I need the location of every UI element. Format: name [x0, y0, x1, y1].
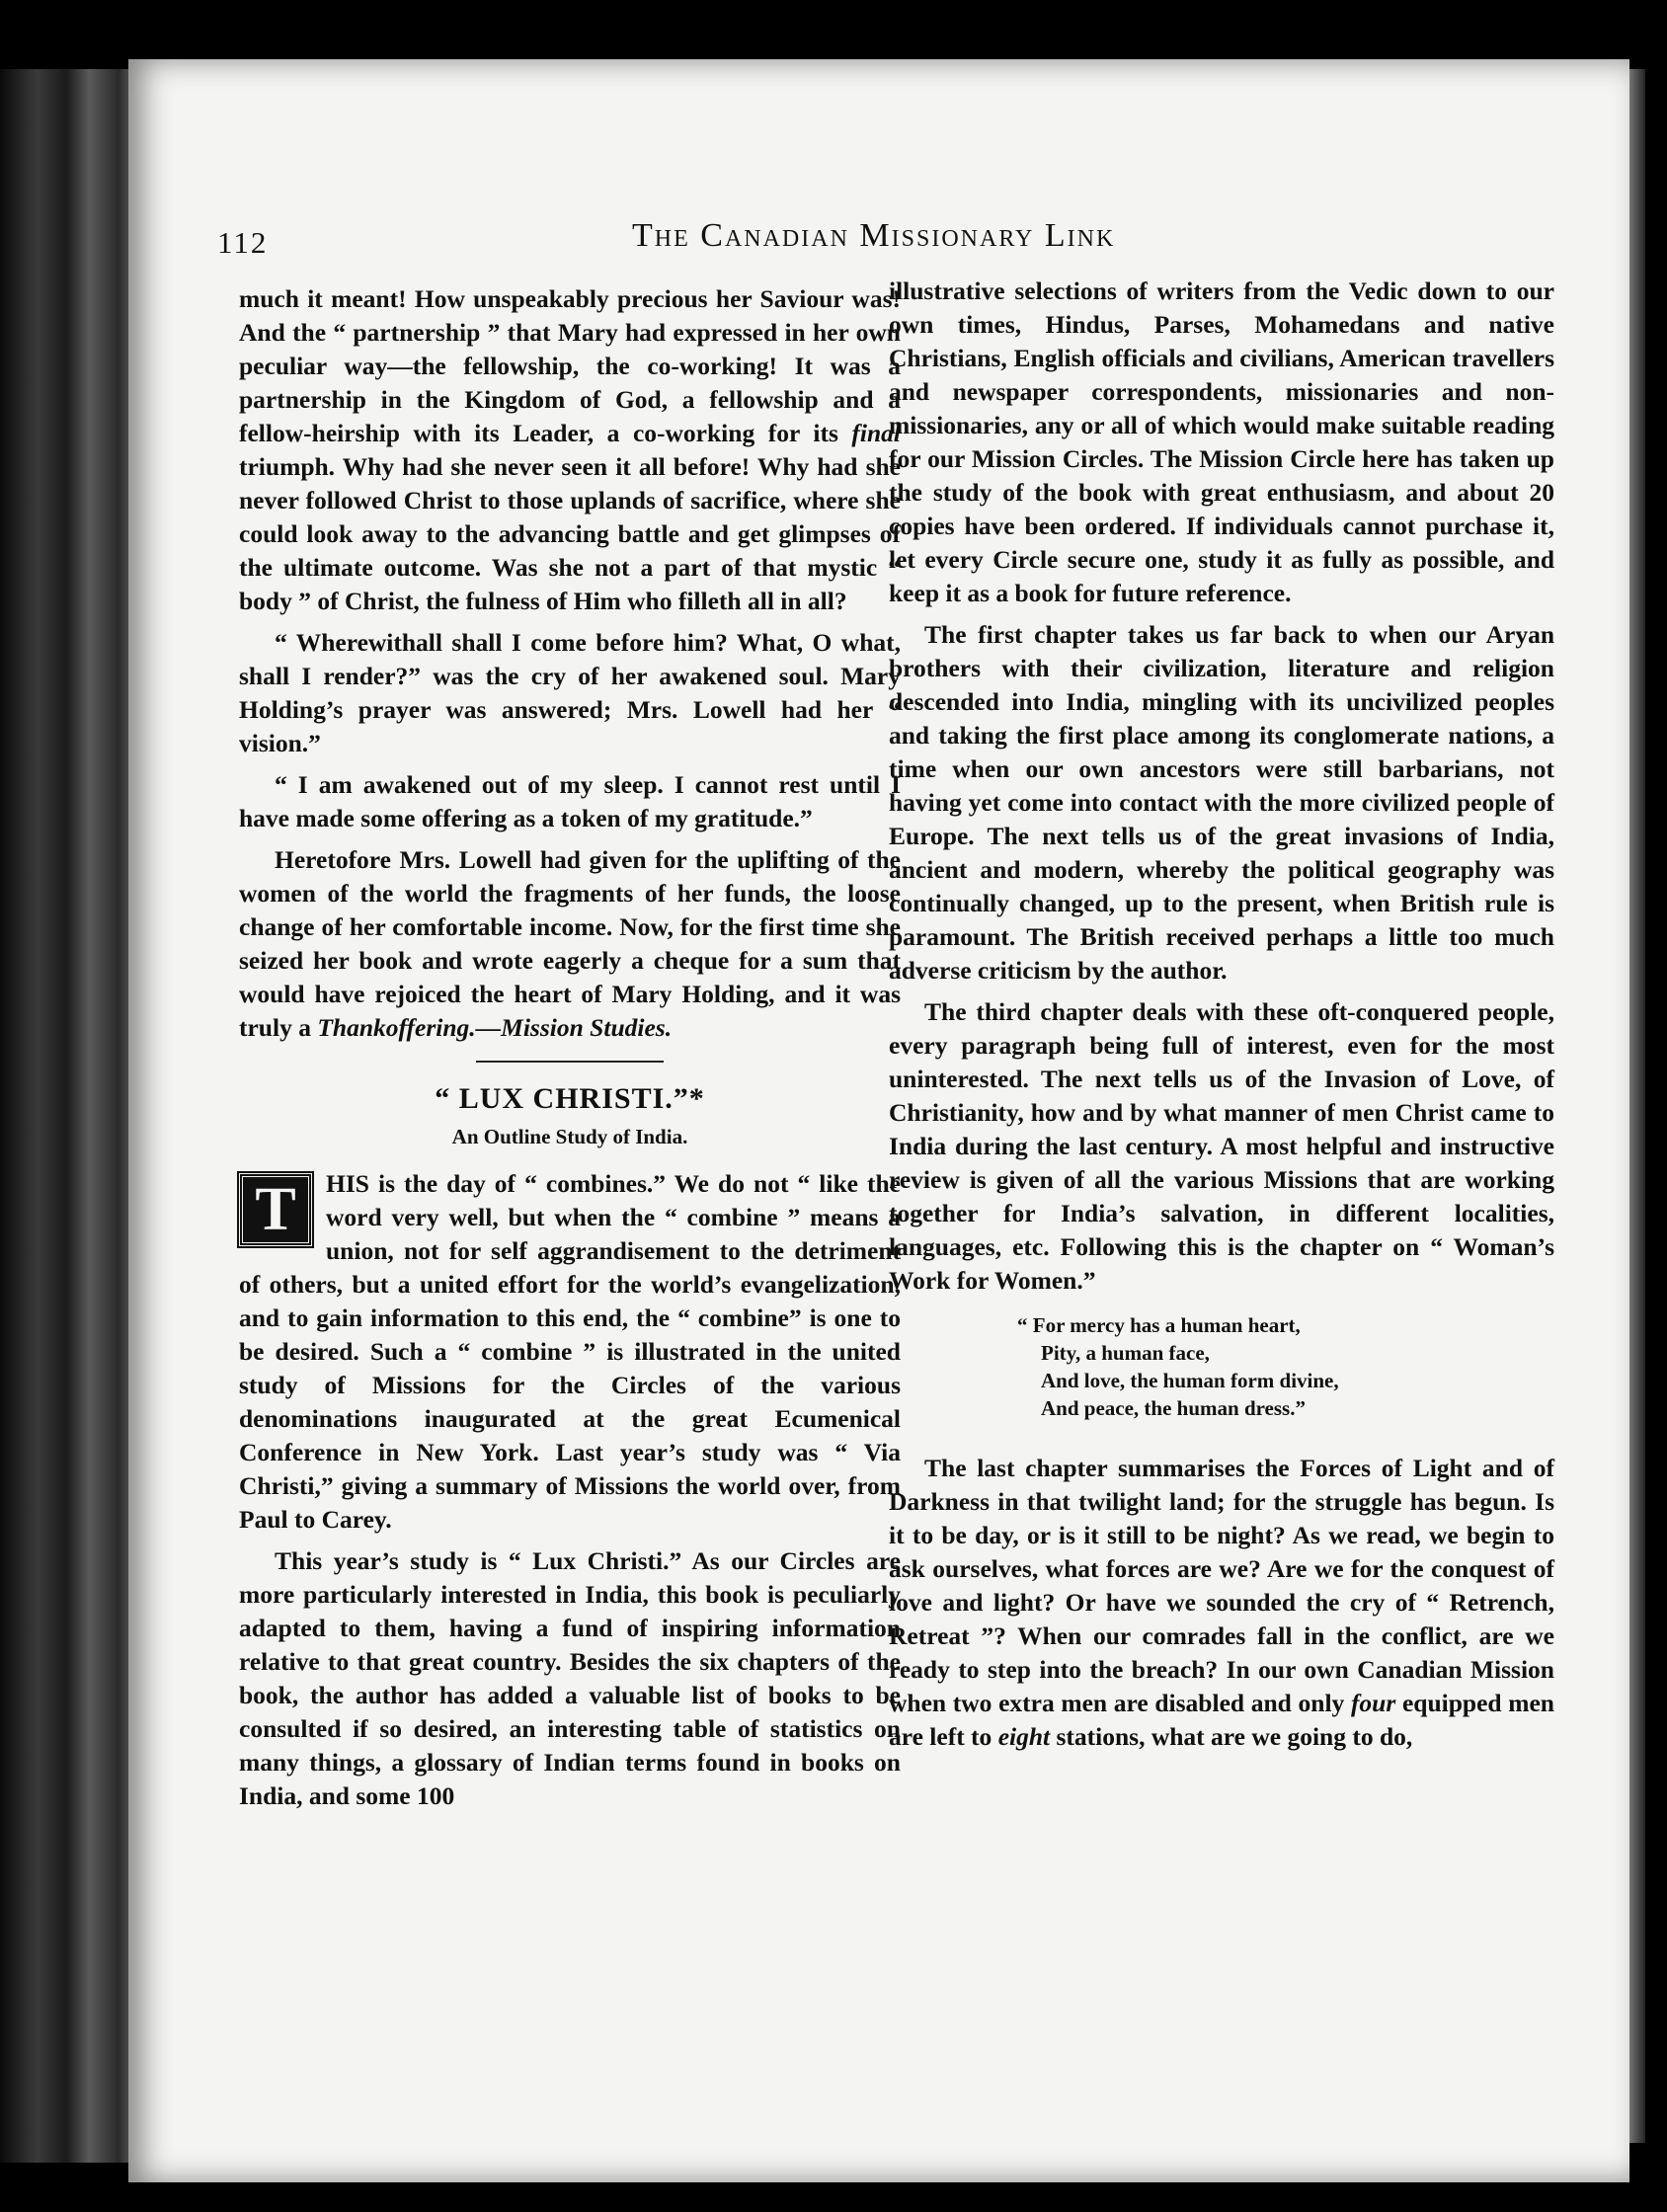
left-column — [239, 282, 901, 1821]
right-paragraph-4-italic-2: eight — [997, 1722, 1051, 1751]
book-spine — [0, 69, 148, 2163]
right-paragraph-4-c: stations, what are we going to do, — [1050, 1722, 1413, 1751]
left-paragraph-1 — [239, 282, 901, 618]
section-divider — [476, 1061, 664, 1063]
article-title: “ LUX CHRISTI.”* — [435, 1082, 705, 1115]
left-paragraph-1-italic: final — [851, 419, 901, 447]
article-paragraph-1-text: HIS is the day of “ combines.” We do not “ like the word very well, but when the “ combine ” means a union, not for self aggrandisement to the detriment of others, but a united effort for the world’s evangelization, and to gain information to this end, the “ combine” is one to be desired. Such a “ combine ” is illustrated in the united study of Missions for the Circles of the various denominations inaugurated at the great Ecumenical Conference in New York. Last year’s study was “ Via Christi,” giving a summary of Missions the world over, from Paul to Carey. — [239, 1169, 901, 1534]
right-paragraph-4-a: The last chapter summarises the Forces of Light and of Darkness in that twilight land; for the struggle has begun. Is it to be day, or is it still to be night? As we read, we begin to ask ourselves, what forces are we? Are we for the conquest of love and light? Or have we sounded the cry of “ Retrench, Retreat ”? When our comrades fall in the conflict, are we ready to step into the breach? In our own Canadian Mission when two extra men are disabled and only — [889, 1454, 1554, 1717]
source-credit: Thankoffering.—Mission Studies. — [317, 1013, 673, 1042]
running-head: The Canadian Missionary Link — [632, 217, 1116, 254]
verse-quote — [1017, 1311, 1554, 1422]
left-paragraph-4 — [239, 843, 901, 1045]
left-paragraph-2: “ Wherewithall shall I come before him? What, O what, shall I render?” was the cry of her awakened soul. Mary Holding’s prayer was answered; Mrs. Lowell had her “ vision.” — [239, 628, 901, 757]
article-paragraph-2: This year’s study is “ Lux Christi.” As our Circles are more particularly interested in India, this book is peculiarly adapted to them, having a fund of inspiring information relative to that great country. Besides the six chapters of the book, the author has added a valuable list of books to be consulted if so desired, an interesting table of statistics on many things, a glossary of Indian terms found in books on India, and some 100 — [239, 1546, 901, 1810]
verse-line-3: And love, the human form divine, — [1041, 1369, 1339, 1392]
article-subtitle: An Outline Study of India. — [451, 1125, 688, 1148]
verse-line-1: “ For mercy has a human heart, — [1017, 1313, 1301, 1337]
right-paragraph-4-b: equipped men are left to — [889, 1689, 1554, 1751]
left-paragraph-1-rest: triumph. Why had she never seen it all before! Why had she never followed Christ to those uplands of sacrifice, where she could look away to the advancing battle and get glimpses of the ultimate outcome. Was she not a part of that mystic “ body ” of Christ, the fulness of Him who filleth all in all? — [239, 452, 901, 615]
right-paragraph-1: illustrative selections of writers from the Vedic down to our own times, Hindus, Parses, Mohamedans and native Christians, English officials and civilians, American travellers and newspaper correspondents, missionaries and non-missionaries, any or all of which would make suitable reading for our Mission Circles. The Mission Circle here has taken up the study of the book with great enthusiasm, and about 20 copies have been ordered. If individuals cannot purchase it, let every Circle secure one, study it as fully as possible, and keep it as a book for future reference. — [889, 276, 1554, 607]
drop-cap: T — [239, 1173, 312, 1246]
right-paragraph-4 — [889, 1452, 1554, 1754]
verse-line-4: And peace, the human dress.” — [1041, 1396, 1306, 1420]
left-paragraph-3: “ I am awakened out of my sleep. I cannot rest until I have made some offering as a token of my gratitude.” — [239, 770, 901, 832]
right-column — [889, 275, 1554, 1762]
article-paragraph-1 — [239, 1167, 901, 1537]
verse-line-2: Pity, a human face, — [1041, 1341, 1210, 1365]
magazine-page — [128, 59, 1629, 2182]
right-paragraph-2: The first chapter takes us far back to when our Aryan brothers with their civilization, literature and religion descended into India, mingling with its uncivilized peoples and taking the first place among its conglomerate nations, a time when our own ancestors were still barbarians, not having yet come into contact with the more civilized people of Europe. The next tells us of the great invasions of India, ancient and modern, whereby the political geography was continually changed, up to the present, when British rule is paramount. The British received perhaps a little too much adverse criticism by the author. — [889, 620, 1554, 985]
left-paragraph-1-text: much it meant! How unspeakably precious her Saviour was! And the “ partnership ” that Mary had expressed in her own peculiar way—the fellowship, the co-working! It was a partnership in the Kingdom of God, a fellowship and a fellow-heirship with its Leader, a co-working for its — [239, 284, 901, 447]
left-paragraph-4-text: Heretofore Mrs. Lowell had given for the uplifting of the women of the world the fragments of her funds, the loose change of her comfortable income. Now, for the first time she seized her book and wrote eagerly a cheque for a sum that would have rejoiced the heart of Mary Holding, and it was truly a — [239, 845, 901, 1042]
page-number: 112 — [217, 225, 269, 260]
right-paragraph-3: The third chapter deals with these oft-conquered people, every paragraph being full of interest, even for the most uninterested. The next tells us of the Invasion of Love, of Christianity, how and by what manner of men Christ came to India during the last century. A most helpful and instructive review is given of all the various Missions that are working together for India’s salvation, in different localities, languages, etc. Following this is the chapter on “ Woman’s Work for Women.” — [889, 997, 1554, 1295]
right-paragraph-4-italic-1: four — [1350, 1689, 1396, 1717]
